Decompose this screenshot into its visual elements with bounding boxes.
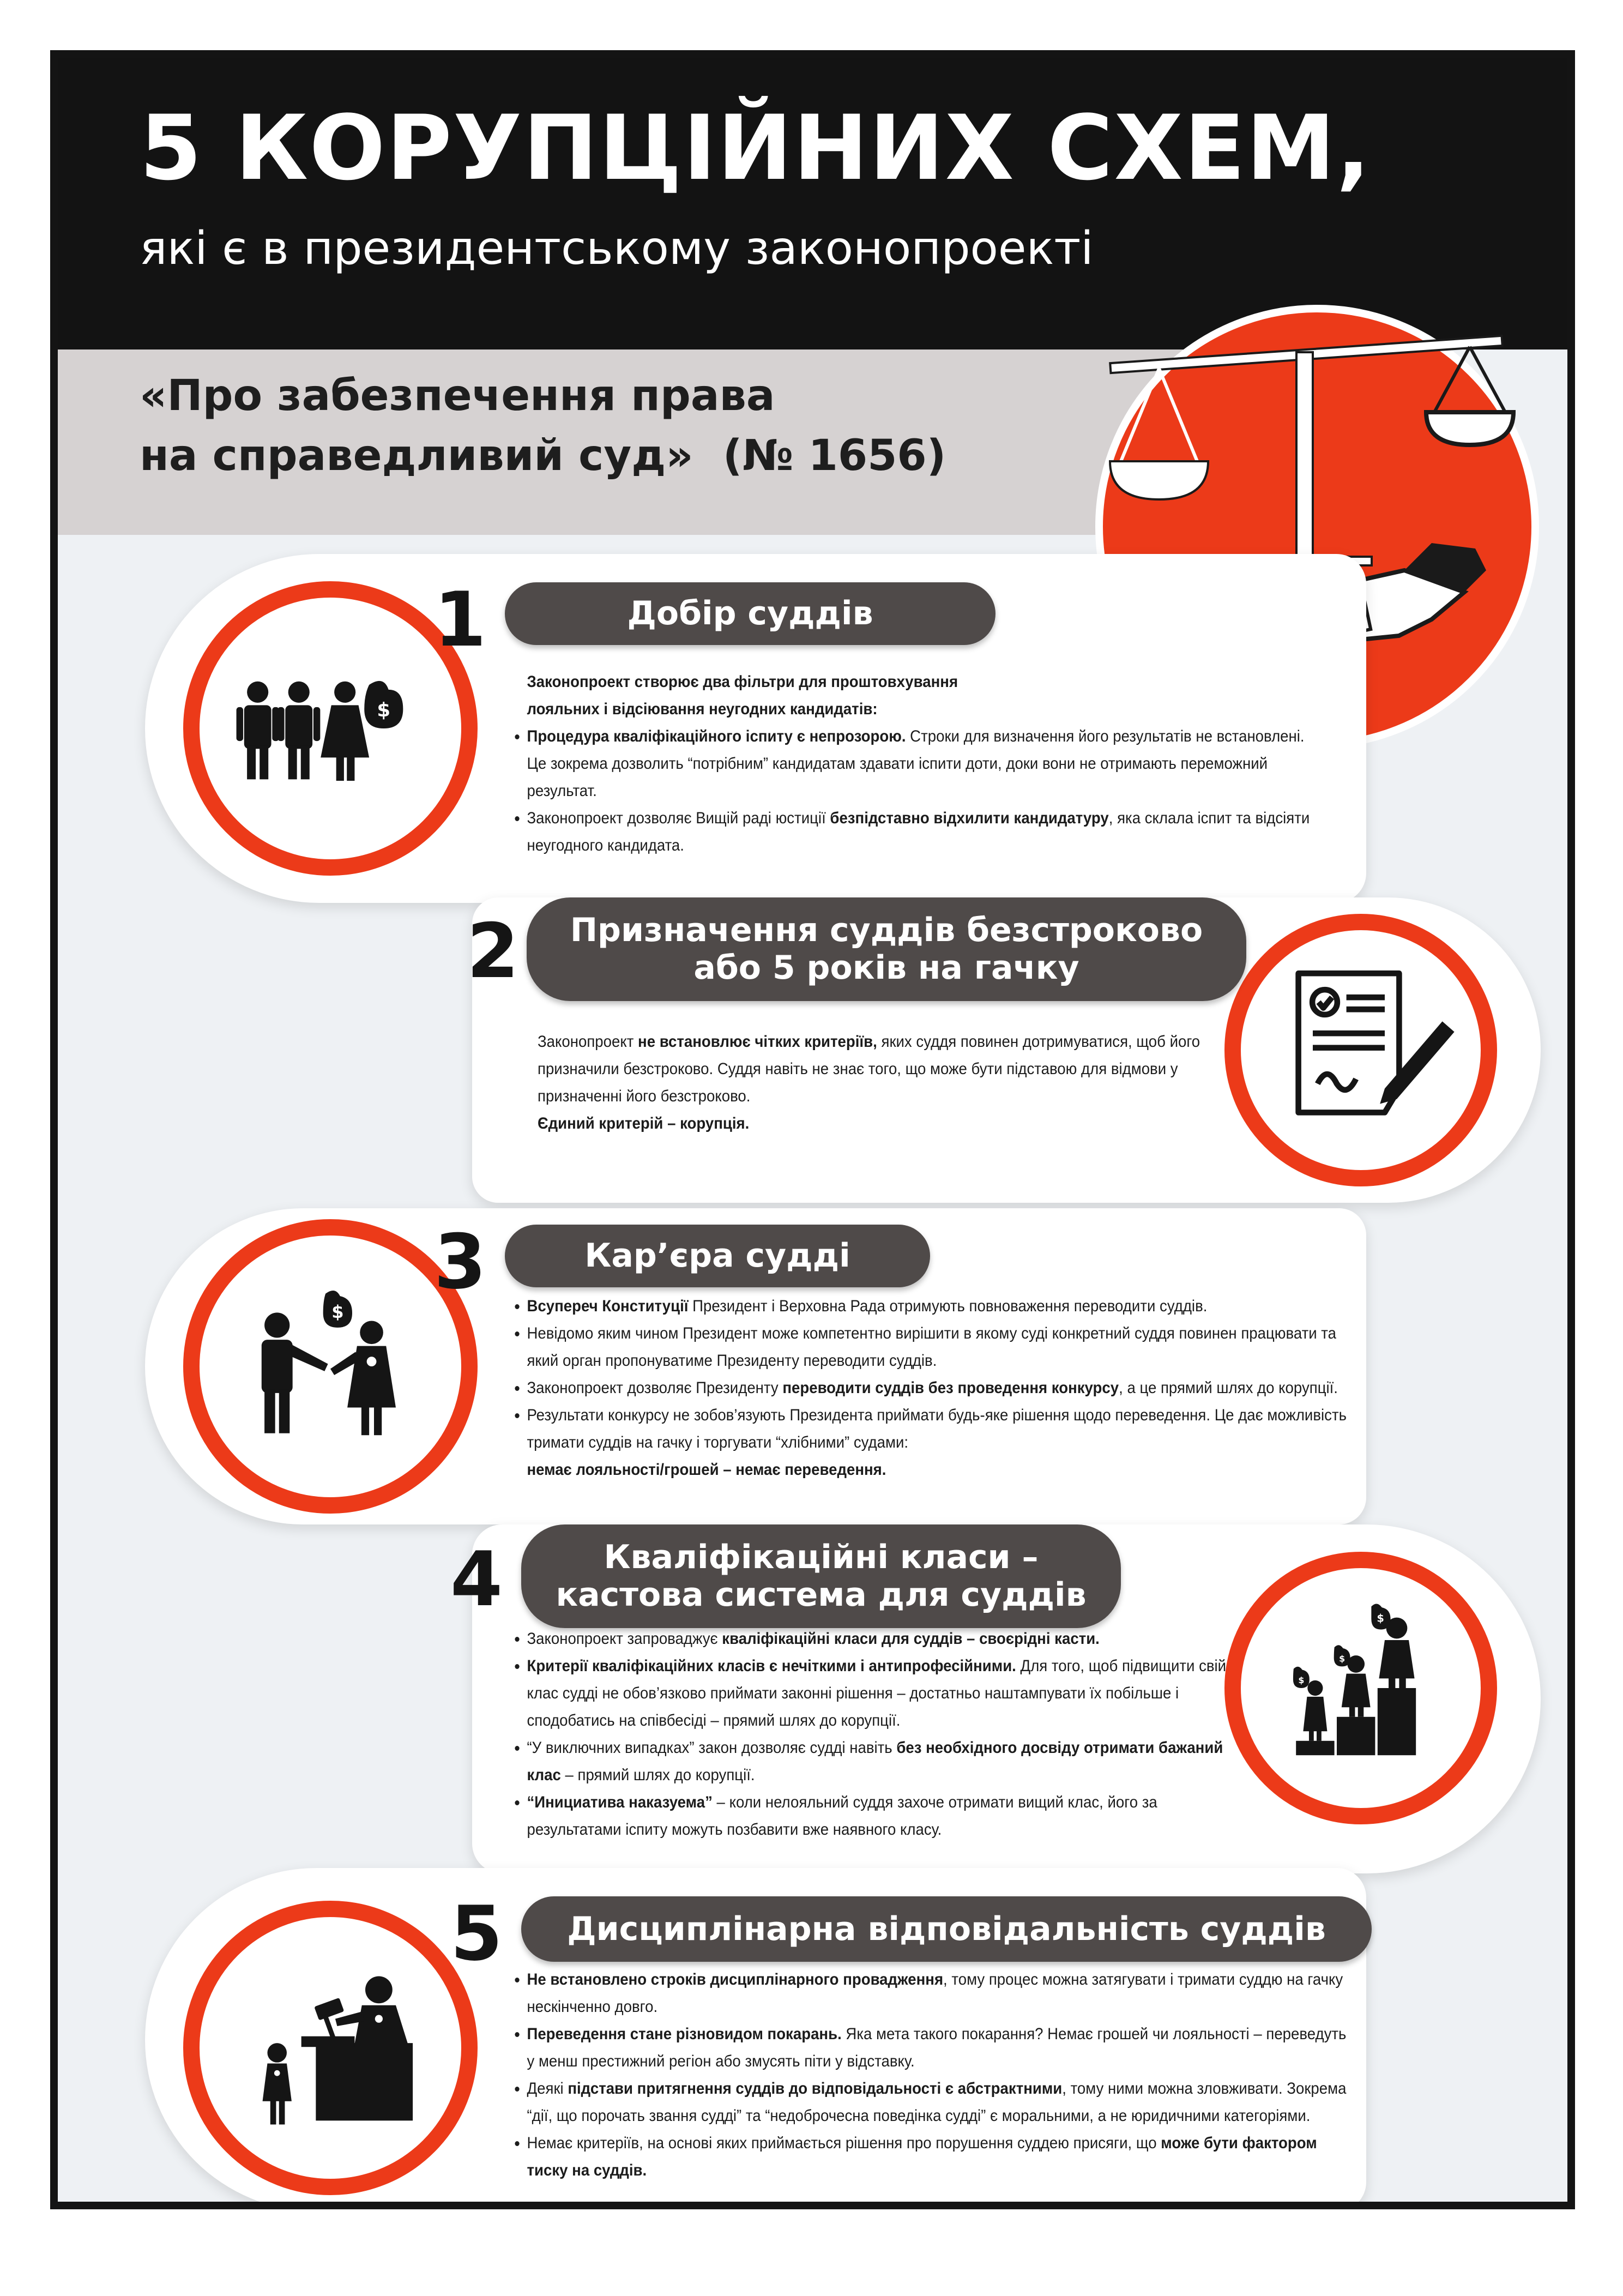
section-2-title — [527, 897, 1246, 1001]
section-4-title-line-2: кастова система для суддів — [556, 1576, 1087, 1614]
section-4-number: 4 — [450, 1535, 503, 1623]
law-title-line-1: «Про забезпечення права — [140, 371, 775, 420]
section-4-title-line-1: Кваліфікаційні класи – — [604, 1538, 1039, 1576]
section-5-bullet-1-text: , тому процес можна затягувати і тримати суддю на гачку нескінченно довго. — [527, 1970, 1343, 2016]
section-4-bullet-1 — [527, 1625, 1232, 1653]
section-1-bullet-2-text-b: , яка склала іспит та відсіяти неугодного кандидата. — [527, 809, 1310, 854]
section-5-title — [521, 1896, 1372, 1962]
section-5-bullet-1 — [527, 1966, 1357, 2021]
section-3-title-text: Кар’єра судді — [584, 1237, 850, 1275]
section-2-final: Єдиний критерій – корупція. — [538, 1114, 750, 1132]
section-4-bullet-1-text: Законопроект запроваджує — [527, 1630, 722, 1648]
section-5-bullet-4-text: Немає критеріїв, на основі яких приймається рішення про порушення суддею присяги, що — [527, 2134, 1161, 2152]
section-5-title-text: Дисциплінарна відповідальність суддів — [567, 1909, 1326, 1948]
section-2-text-b: яких суддя повинен дотримуватися, щоб його призначили безстроково. Суддя навіть не знає того, що може бути підставою для відмови у призначенні його безстроково. — [538, 1033, 1200, 1105]
page-title: 5 КОРУПЦІЙНИХ СХЕМ, — [140, 96, 1372, 200]
section-4-bullet-1-bold: кваліфікаційні класи для суддів – своєрідні касти. — [722, 1630, 1100, 1648]
section-3-bullet-4 — [527, 1402, 1347, 1484]
section-3-bullet-2 — [527, 1320, 1347, 1375]
section-3-body — [505, 1293, 1348, 1484]
svg-text:$: $ — [331, 1301, 344, 1323]
section-2-title-line-2: або 5 років на гачку — [693, 949, 1079, 987]
section-3-bullet-1-bold: Всупереч Конституції — [527, 1297, 689, 1315]
section-3-number: 3 — [434, 1218, 487, 1306]
section-3-bullet-3-bold: переводити суддів без проведення конкурсу — [782, 1379, 1119, 1397]
people-money-icon — [183, 581, 478, 876]
section-5-bullet-3 — [527, 2075, 1357, 2130]
section-1-bullet-2 — [527, 805, 1327, 859]
section-2-text-a: Законопроект — [538, 1033, 638, 1051]
section-2-bold: не встановлює чітких критеріїв, — [638, 1033, 877, 1051]
section-5-bullet-2 — [527, 2021, 1357, 2075]
section-4-bullet-3-text-b: – прямий шлях до корупції. — [560, 1766, 755, 1784]
section-3-bullet-3-text-a: Законопроект дозволяє Президенту — [527, 1379, 783, 1397]
section-5-bullet-2-bold: Переведення стане різновидом покарань. — [527, 2025, 842, 2043]
law-number: (№ 1656) — [722, 431, 946, 480]
svg-text:$: $ — [377, 698, 391, 721]
section-1-bullet-2-bold: безпідставно відхилити кандидатуру — [830, 809, 1109, 827]
section-2-paragraph — [538, 1028, 1250, 1110]
law-title-line-2-text: на справедливий суд» — [140, 431, 693, 480]
section-4-title — [521, 1524, 1121, 1628]
section-5-bullet-3-bold: підстави притягнення суддів до відповідальності є абстрактними — [568, 2080, 1063, 2098]
section-3-bullet-2-text: Невідомо яким чином Президент може компетентно вирішити в якому суді конкретний суддя повинен працювати та який орган пропонуватиме Президенту переводити суддів. — [527, 1324, 1337, 1370]
section-3-bullet-4-text: Результати конкурсу не зобов’язують Президента приймати будь-яке рішення щодо переведення. Це дає можливість тримати суддів на гачку і торгувати “хлібними” судами: — [527, 1406, 1347, 1451]
section-5-bullet-1-bold: Не встановлено строків дисциплінарного провадження — [527, 1970, 944, 1988]
section-1-bullet-2-text-a: Законопроект дозволяє Вищій раді юстиції — [527, 809, 830, 827]
section-1-intro: Законопроект створює два фільтри для проштовхування лояльних і відсіювання неугодних кандидатів: — [527, 673, 958, 718]
section-4-bullet-2-bold: Критерії кваліфікаційних класів є нечіткими і антипрофесійними. — [527, 1657, 1016, 1675]
section-1-bullet-1-text: Строки для визначення його результатів не встановлені. Це зокрема дозволить “потрібним” кандидатам здавати іспити доти, доки вони не отримають переможний результат. — [527, 727, 1305, 800]
section-1-body — [505, 668, 1328, 859]
section-4-bullet-2-text: Для того, щоб підвищити свій клас судді не обов’язково приймати законні рішення – достатньо наштампувати їх побільше і сподобатись на співбесіді – прямий шлях до корупції. — [527, 1657, 1227, 1729]
section-5-bullet-3-text-a: Деякі — [527, 2080, 568, 2098]
section-2-number: 2 — [467, 907, 520, 995]
section-5-bullet-3-text-b: , тому ними можна зловживати. Зокрема “дії, що порочать звання судді” та “недоброчесна поведінка судді” є моральними, а не юридичними категоріями. — [527, 2080, 1347, 2125]
signed-document-icon — [1224, 914, 1497, 1186]
svg-text:$: $ — [1298, 1675, 1305, 1686]
section-3-title — [505, 1225, 930, 1287]
section-3-bullet-1 — [527, 1293, 1347, 1320]
transfer-money-icon — [183, 1219, 478, 1514]
section-3-bullet-1-text: Президент і Верховна Рада отримують повноваження переводити суддів. — [688, 1297, 1208, 1315]
section-3-bullet-3-text-b: , а це прямий шлях до корупції. — [1119, 1379, 1338, 1397]
section-5-bullet-4 — [527, 2130, 1357, 2184]
section-5-number: 5 — [450, 1890, 503, 1978]
section-4-bullet-4-text: – коли нелояльний суддя захоче отримати вищий клас, його за результатами іспиту можуть позбавити вже наявного класу. — [527, 1793, 1157, 1839]
section-5-bullet-4-bold: може бути фактором тиску на суддів. — [527, 2134, 1317, 2179]
section-4-bullet-2 — [527, 1653, 1232, 1734]
section-1-bullet-1 — [527, 723, 1327, 805]
section-1-title-text: Добір суддів — [627, 594, 873, 632]
section-4-bullet-3 — [527, 1734, 1232, 1789]
section-5-bullet-2-text: Яка мета такого покарання? Немає грошей чи лояльності – переведуть у менш престижний регіон або змусять піти у відставку. — [527, 2025, 1347, 2070]
section-5-body — [505, 1966, 1357, 2184]
poster — [50, 50, 1575, 2209]
section-1-number: 1 — [434, 576, 487, 664]
section-4-bullet-3-text-a: “У виключних випадках” закон дозволяє судді навіть — [527, 1739, 897, 1757]
section-2-body — [538, 1028, 1250, 1137]
section-4-bullet-3-bold: без необхідного досвіду отримати бажаний клас — [527, 1739, 1223, 1784]
section-4-bullet-4 — [527, 1789, 1232, 1843]
section-4-bullet-4-bold: “Инициатива наказуема” — [527, 1793, 713, 1811]
page-subtitle: які є в президентському законопроекті — [140, 221, 1094, 275]
podium-classes-icon — [1224, 1552, 1497, 1824]
law-title-line-2 — [140, 431, 946, 480]
section-3-bullet-3 — [527, 1375, 1347, 1402]
court-gavel-icon — [183, 1901, 478, 2195]
svg-text:$: $ — [1377, 1612, 1384, 1625]
svg-text:$: $ — [1339, 1653, 1346, 1664]
section-4-body — [505, 1625, 1232, 1843]
section-2-title-line-1: Призначення суддів безстроково — [570, 911, 1203, 949]
section-1-title — [505, 582, 995, 645]
section-1-bullet-1-bold: Процедура кваліфікаційного іспиту є непрозорою. — [527, 727, 906, 745]
section-3-bullet-4-bold: немає лояльності/грошей – немає переведення. — [527, 1461, 886, 1479]
